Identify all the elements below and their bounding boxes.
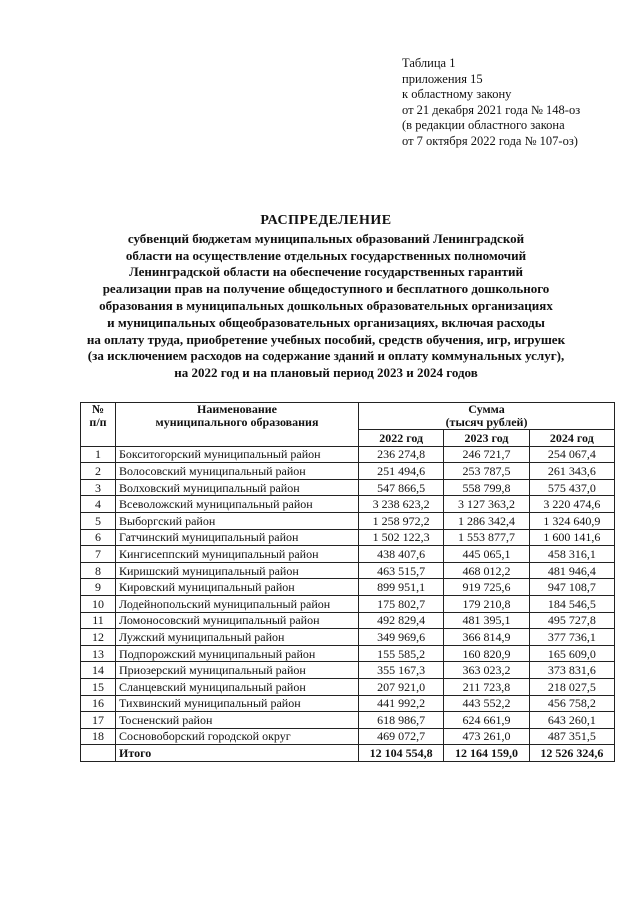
title-line: (за исключением расходов на содержание зданий и оплату коммунальных услуг), (87, 348, 565, 364)
total-number-cell (81, 745, 116, 762)
row-name: Кингисеппский муниципальный район (116, 546, 359, 563)
row-number: 9 (81, 579, 116, 596)
value-2022: 469 072,7 (359, 728, 444, 745)
value-2023: 253 787,5 (444, 463, 529, 480)
value-2024: 947 108,7 (529, 579, 614, 596)
header-name-line2: муниципального образования (155, 415, 319, 429)
header-year-2024: 2024 год (529, 430, 614, 447)
table-row (81, 562, 615, 579)
value-2022: 3 238 623,2 (359, 496, 444, 513)
table-row (81, 678, 615, 695)
row-name: Лодейнопольский муниципальный район (116, 595, 359, 612)
value-2022: 547 866,5 (359, 479, 444, 496)
total-2024: 12 526 324,6 (529, 745, 614, 762)
row-name: Сосновоборский городской округ (116, 728, 359, 745)
document-title (40, 213, 612, 382)
reference-line: от 21 декабря 2021 года № 148-оз (402, 102, 581, 117)
value-2024: 643 260,1 (529, 712, 614, 729)
total-2023: 12 164 159,0 (444, 745, 529, 762)
table-row (81, 595, 615, 612)
row-name: Подпорожский муниципальный район (116, 645, 359, 662)
table-header-row (81, 403, 615, 430)
header-number-line1: № (91, 402, 105, 416)
row-number: 11 (81, 612, 116, 629)
row-number: 6 (81, 529, 116, 546)
row-number: 16 (81, 695, 116, 712)
value-2023: 3 127 363,2 (444, 496, 529, 513)
row-number: 7 (81, 546, 116, 563)
value-2024: 377 736,1 (529, 629, 614, 646)
title-line: области на осуществление отдельных государственных полномочий (125, 247, 527, 263)
value-2024: 458 316,1 (529, 546, 614, 563)
value-2022: 236 274,8 (359, 446, 444, 463)
total-label: Итого (116, 745, 359, 762)
header-year-2022: 2022 год (359, 430, 444, 447)
table-row (81, 695, 615, 712)
row-name: Гатчинский муниципальный район (116, 529, 359, 546)
header-sum (359, 403, 615, 430)
value-2024: 254 067,4 (529, 446, 614, 463)
row-number: 13 (81, 645, 116, 662)
title-line: образования в муниципальных дошкольных образовательных организациях (99, 297, 553, 313)
total-row (81, 745, 615, 762)
value-2023: 468 012,2 (444, 562, 529, 579)
value-2024: 165 609,0 (529, 645, 614, 662)
value-2023: 1 286 342,4 (444, 512, 529, 529)
value-2023: 473 261,0 (444, 728, 529, 745)
header-name (116, 403, 359, 447)
header-sum-line2: (тысяч рублей) (445, 415, 528, 429)
row-name: Всеволожский муниципальный район (116, 496, 359, 513)
value-2024: 456 758,2 (529, 695, 614, 712)
table-row (81, 479, 615, 496)
value-2024: 495 727,8 (529, 612, 614, 629)
table-row (81, 612, 615, 629)
value-2024: 487 351,5 (529, 728, 614, 745)
title-line: на 2022 год и на плановый период 2023 и 2024 годов (174, 365, 478, 381)
table-row (81, 446, 615, 463)
table-row (81, 662, 615, 679)
value-2023: 366 814,9 (444, 629, 529, 646)
value-2023: 363 023,2 (444, 662, 529, 679)
reference-line: приложения 15 (402, 71, 483, 86)
row-number: 14 (81, 662, 116, 679)
value-2023: 179 210,8 (444, 595, 529, 612)
header-number-line2: п/п (89, 415, 107, 429)
title-line: и муниципальных общеобразовательных организациях, включая расходы (107, 314, 545, 330)
header-year-2023: 2023 год (444, 430, 529, 447)
row-name: Кировский муниципальный район (116, 579, 359, 596)
value-2023: 481 395,1 (444, 612, 529, 629)
title-line: на оплату труда, приобретение учебных пособий, средств обучения, игр, игрушек (86, 331, 566, 347)
value-2022: 251 494,6 (359, 463, 444, 480)
value-2023: 443 552,2 (444, 695, 529, 712)
row-name: Ломоносовский муниципальный район (116, 612, 359, 629)
value-2024: 184 546,5 (529, 595, 614, 612)
value-2023: 558 799,8 (444, 479, 529, 496)
value-2024: 1 600 141,6 (529, 529, 614, 546)
header-sum-line1: Сумма (468, 402, 505, 416)
table-row (81, 463, 615, 480)
value-2024: 3 220 474,6 (529, 496, 614, 513)
value-2022: 1 502 122,3 (359, 529, 444, 546)
row-number: 3 (81, 479, 116, 496)
row-name: Выборгский район (116, 512, 359, 529)
value-2022: 1 258 972,2 (359, 512, 444, 529)
row-name: Волосовский муниципальный район (116, 463, 359, 480)
reference-line: к областному закону (402, 87, 512, 102)
value-2022: 355 167,3 (359, 662, 444, 679)
row-name: Сланцевский муниципальный район (116, 678, 359, 695)
value-2022: 618 986,7 (359, 712, 444, 729)
header-name-line1: Наименование (197, 402, 277, 416)
title-line: Ленинградской области на обеспечение государственных гарантий (128, 264, 524, 280)
value-2022: 349 969,6 (359, 629, 444, 646)
value-2023: 624 661,9 (444, 712, 529, 729)
row-number: 2 (81, 463, 116, 480)
value-2022: 155 585,2 (359, 645, 444, 662)
value-2024: 218 027,5 (529, 678, 614, 695)
row-number: 15 (81, 678, 116, 695)
table-row (81, 512, 615, 529)
value-2023: 919 725,6 (444, 579, 529, 596)
header-number (81, 403, 116, 447)
value-2023: 160 820,9 (444, 645, 529, 662)
value-2022: 441 992,2 (359, 695, 444, 712)
row-number: 18 (81, 728, 116, 745)
value-2022: 492 829,4 (359, 612, 444, 629)
row-number: 4 (81, 496, 116, 513)
value-2024: 481 946,4 (529, 562, 614, 579)
value-2022: 207 921,0 (359, 678, 444, 695)
row-name: Киришский муниципальный район (116, 562, 359, 579)
value-2024: 261 343,6 (529, 463, 614, 480)
value-2022: 438 407,6 (359, 546, 444, 563)
row-number: 8 (81, 562, 116, 579)
table-row (81, 712, 615, 729)
table-row (81, 728, 615, 745)
value-2024: 575 437,0 (529, 479, 614, 496)
table-row (81, 629, 615, 646)
table-row (81, 529, 615, 546)
table-row (81, 546, 615, 563)
row-number: 12 (81, 629, 116, 646)
table-row (81, 645, 615, 662)
value-2023: 445 065,1 (444, 546, 529, 563)
row-number: 17 (81, 712, 116, 729)
reference-line: (в редакции областного закона (402, 118, 565, 133)
document-reference (402, 56, 580, 150)
value-2023: 211 723,8 (444, 678, 529, 695)
row-number: 10 (81, 595, 116, 612)
row-name: Волховский муниципальный район (116, 479, 359, 496)
row-name: Бокситогорский муниципальный район (116, 446, 359, 463)
title-line: реализации прав на получение общедоступного и бесплатного дошкольного (102, 281, 550, 297)
title-heading: РАСПРЕДЕЛЕНИЕ (260, 213, 392, 228)
value-2023: 246 721,7 (444, 446, 529, 463)
value-2022: 463 515,7 (359, 562, 444, 579)
table-body (81, 446, 615, 745)
row-name: Приозерский муниципальный район (116, 662, 359, 679)
value-2024: 373 831,6 (529, 662, 614, 679)
title-line: субвенций бюджетам муниципальных образований Ленинградской (127, 230, 525, 246)
value-2024: 1 324 640,9 (529, 512, 614, 529)
value-2022: 899 951,1 (359, 579, 444, 596)
value-2023: 1 553 877,7 (444, 529, 529, 546)
table-row (81, 496, 615, 513)
row-number: 1 (81, 446, 116, 463)
distribution-table (80, 402, 615, 762)
table-row (81, 579, 615, 596)
total-2022: 12 104 554,8 (359, 745, 444, 762)
reference-line: Таблица 1 (402, 56, 456, 70)
row-number: 5 (81, 512, 116, 529)
row-name: Тихвинский муниципальный район (116, 695, 359, 712)
row-name: Лужский муниципальный район (116, 629, 359, 646)
value-2022: 175 802,7 (359, 595, 444, 612)
row-name: Тосненский район (116, 712, 359, 729)
reference-line: от 7 октября 2022 года № 107-оз) (402, 133, 578, 148)
